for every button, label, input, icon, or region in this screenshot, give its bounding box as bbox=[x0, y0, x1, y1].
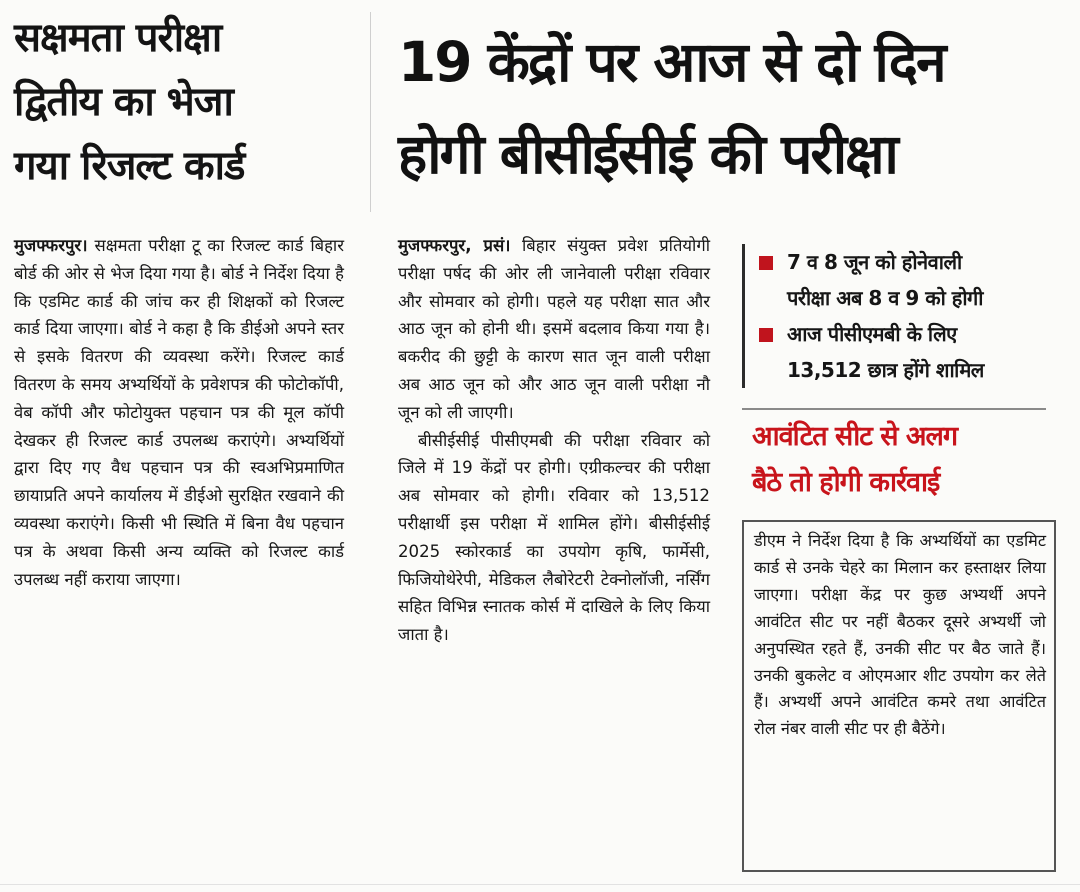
main-article-paragraph-1 bbox=[398, 232, 710, 427]
square-bullet-icon bbox=[759, 328, 773, 342]
page-bottom-rule bbox=[0, 884, 1080, 885]
left-article-paragraph bbox=[14, 232, 344, 593]
highlight-2-line-1: आज पीसीएमबी के लिए bbox=[787, 322, 957, 346]
left-article-body bbox=[14, 232, 344, 593]
main-article-body bbox=[398, 232, 710, 649]
main-headline-line-1: 19 केंद्रों पर आज से दो दिन bbox=[398, 30, 945, 94]
highlights-box bbox=[742, 244, 1075, 388]
side-story-text: डीएम ने निर्देश दिया है कि अभ्यर्थियों का एडमिट कार्ड से उनके चेहरे का मिलान कर हस्ताक्षर लिया जाएगा। परीक्षा केंद्र पर कुछ अभ्यर्थी अपने आवंटित सीट पर नहीं बैठकर दूसरे अभ्यर्थी जो अनुपस्थित रहते हैं, उनकी सीट पर बैठ जाते हैं। उनकी बुकलेट व ओएमआर शीट उपयोग कर लेते हैं। अभ्यर्थी अपने आवंटित कमरे तथा आवंटित रोल नंबर वाली सीट पर ही बैठेंगे। bbox=[754, 531, 1046, 739]
highlight-2-line-2: 13,512 छात्र होंगे शामिल bbox=[787, 358, 984, 382]
side-story-headline bbox=[752, 414, 1062, 506]
left-article-text: सक्षमता परीक्षा टू का रिजल्ट कार्ड बिहार बोर्ड की ओर से भेज दिया गया है। बोर्ड ने निर्देश दिया है कि एडमिट कार्ड की जांच कर ही शिक्षकों को रिजल्ट कार्ड दिया जाएगा। बोर्ड ने कहा है कि डीईओ अपने स्तर से इसके वितरण की व्यवस्था करेंगे। रिजल्ट कार्ड वितरण के समय अभ्यर्थियों के प्रवेशपत्र की फोटोकॉपी, वेब कॉपी और फोटोयुक्त पहचान पत्र की मूल कॉपी देखकर ही रिजल्ट कार्ड उपलब्ध कराएंगे। अभ्यर्थियों द्वारा दिए गए वैध पहचान पत्र की स्वअभिप्रमाणित छायाप्रति अपने कार्यालय में डीईओ सुरक्षित रखवाने की व्यवस्था कराएंगे। किसी भी स्थिति में बिना वैध पहचान पत्र के अथवा किसी अन्य व्यक्ति को रिजल्ट कार्ड उपलब्ध नहीं कराया जाएगा। bbox=[14, 236, 345, 589]
main-headline-line-2: होगी बीसीईसीई की परीक्षा bbox=[398, 122, 897, 186]
highlight-item bbox=[759, 244, 1075, 316]
section-divider bbox=[742, 408, 1046, 410]
highlight-text bbox=[787, 244, 983, 316]
highlight-text bbox=[787, 316, 984, 388]
left-dateline: मुजफ्फरपुर। bbox=[14, 236, 88, 255]
left-article bbox=[14, 6, 352, 198]
main-dateline: मुजफ्फरपुर, प्रसं। bbox=[398, 236, 511, 255]
highlight-1-line-2: परीक्षा अब 8 व 9 को होगी bbox=[787, 286, 983, 310]
left-headline-line-1: सक्षमता परीक्षा bbox=[14, 15, 222, 61]
side-headline-line-1: आवंटित सीट से अलग bbox=[752, 421, 958, 452]
column-divider bbox=[370, 12, 371, 212]
main-headline bbox=[398, 16, 1074, 200]
main-article-paragraph-2: बीसीईसीई पीसीएमबी की परीक्षा रविवार को जिले में 19 केंद्रों पर होगी। एग्रीकल्चर की परीक्षा अब सोमवार को होगी। रविवार को 13,512 परीक्षार्थी इस परीक्षा में शामिल होंगे। बीसीईसीई 2025 स्कोरकार्ड का उपयोग कृषि, फार्मेसी, फिजियोथेरेपी, मेडिकल लैबोरेटरी टेक्नोलॉजी, नर्सिंग सहित विभिन्न स्नातक कोर्स में दाखिले के लिए किया जाता है। bbox=[398, 430, 710, 645]
left-headline-line-2: द्वितीय का भेजा bbox=[14, 79, 233, 125]
highlight-item bbox=[759, 316, 1075, 388]
main-paragraph-1-text: बिहार संयुक्त प्रवेश प्रतियोगी परीक्षा पर्षद की ओर ली जानेवाली परीक्षा रविवार और सोमवार को होगी। पहले यह परीक्षा सात और आठ जून को होनी थी। इसमें बदलाव किया गया है। बकरीद की छुट्टी के कारण सात जून वाली परीक्षा अब आठ जून को और आठ जून वाली परीक्षा नौ जून को ली जाएगी। bbox=[398, 236, 710, 422]
side-headline-line-2: बैठे तो होगी कार्रवाई bbox=[752, 467, 940, 498]
left-headline bbox=[14, 6, 352, 198]
highlight-1-line-1: 7 व 8 जून को होनेवाली bbox=[787, 250, 962, 274]
left-headline-line-3: गया रिजल्ट कार्ड bbox=[14, 143, 245, 189]
square-bullet-icon bbox=[759, 256, 773, 270]
side-story-box bbox=[742, 520, 1056, 872]
